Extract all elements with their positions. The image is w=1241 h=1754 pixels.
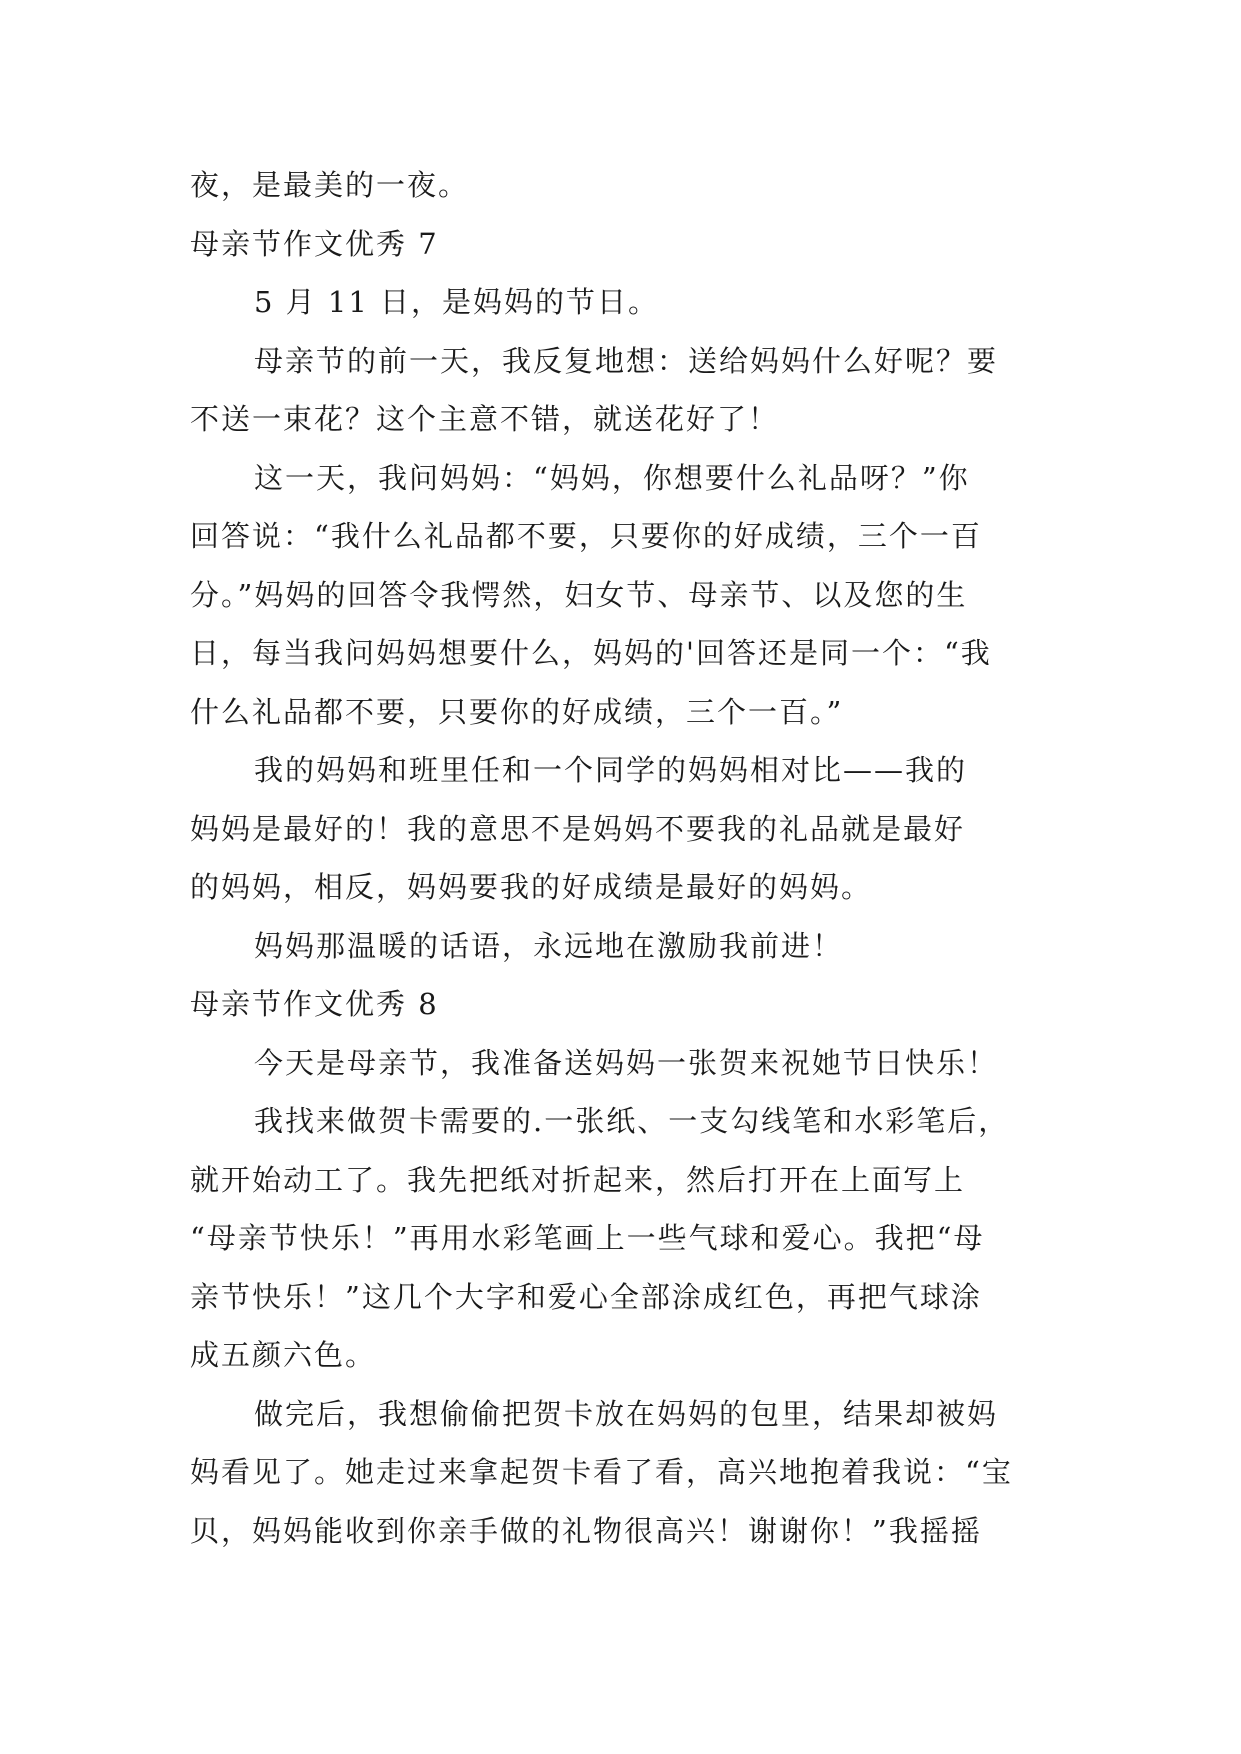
text-line: 5 月 11 日，是妈妈的节日。 [254,285,660,319]
text-line: 贝，妈妈能收到你亲手做的礼物很高兴！谢谢你！”我摇摇 [190,1513,982,1548]
text-line: 今天是母亲节，我准备送妈妈一张贺来祝她节日快乐！ [254,1045,999,1080]
document-body [190,156,1050,1560]
text-line: 母亲节的前一天，我反复地想：送给妈妈什么好呢？要 [254,343,999,378]
text-line: 妈妈那温暖的话语，永远地在激励我前进！ [254,928,844,963]
text-line: 的妈妈，相反，妈妈要我的好成绩是最好的妈妈。 [190,870,873,904]
text-line: 亲节快乐！”这几个大字和爱心全部涂成红色，再把气球涂 [190,1279,982,1314]
text-line: 什么礼品都不要，只要你的好成绩，三个一百。” [190,694,844,729]
text-line: 不送一束花？这个主意不错，就送花好了！ [190,402,780,436]
text-line: 这一天，我问妈妈：“妈妈，你想要什么礼品呀？”你 [254,460,970,495]
section-heading: 母亲节作文优秀 8 [190,987,439,1021]
text-line: 就开始动工了。我先把纸对折起来，然后打开在上面写上 [190,1162,966,1197]
text-line: “母亲节快乐！”再用水彩笔画上一些气球和爱心。我把“母 [190,1221,985,1255]
text-line: 妈妈是最好的！我的意思不是妈妈不要我的礼品就是最好 [190,811,966,846]
text-line: 成五颜六色。 [190,1338,377,1372]
text-line: 我的妈妈和班里任和一个同学的妈妈相对比——我的 [254,753,968,787]
text-line: 夜，是最美的一夜。 [190,168,470,202]
section-heading: 母亲节作文优秀 7 [190,226,439,261]
text-line: 分。”妈妈的回答令我愕然，妇女节、母亲节、以及您的生 [190,577,968,612]
text-line: 我找来做贺卡需要的.一张纸、一支勾线笔和水彩笔后， [254,1104,1010,1138]
text-line: 妈看见了。她走过来拿起贺卡看了看，高兴地抱着我说：“宝 [190,1455,1013,1489]
text-line: 回答说：“我什么礼品都不要，只要你的好成绩，三个一百 [190,519,982,553]
text-line: 日，每当我问妈妈想要什么，妈妈的'回答还是同一个：“我 [190,636,992,670]
text-line: 做完后，我想偷偷把贺卡放在妈妈的包里，结果却被妈 [254,1396,999,1431]
